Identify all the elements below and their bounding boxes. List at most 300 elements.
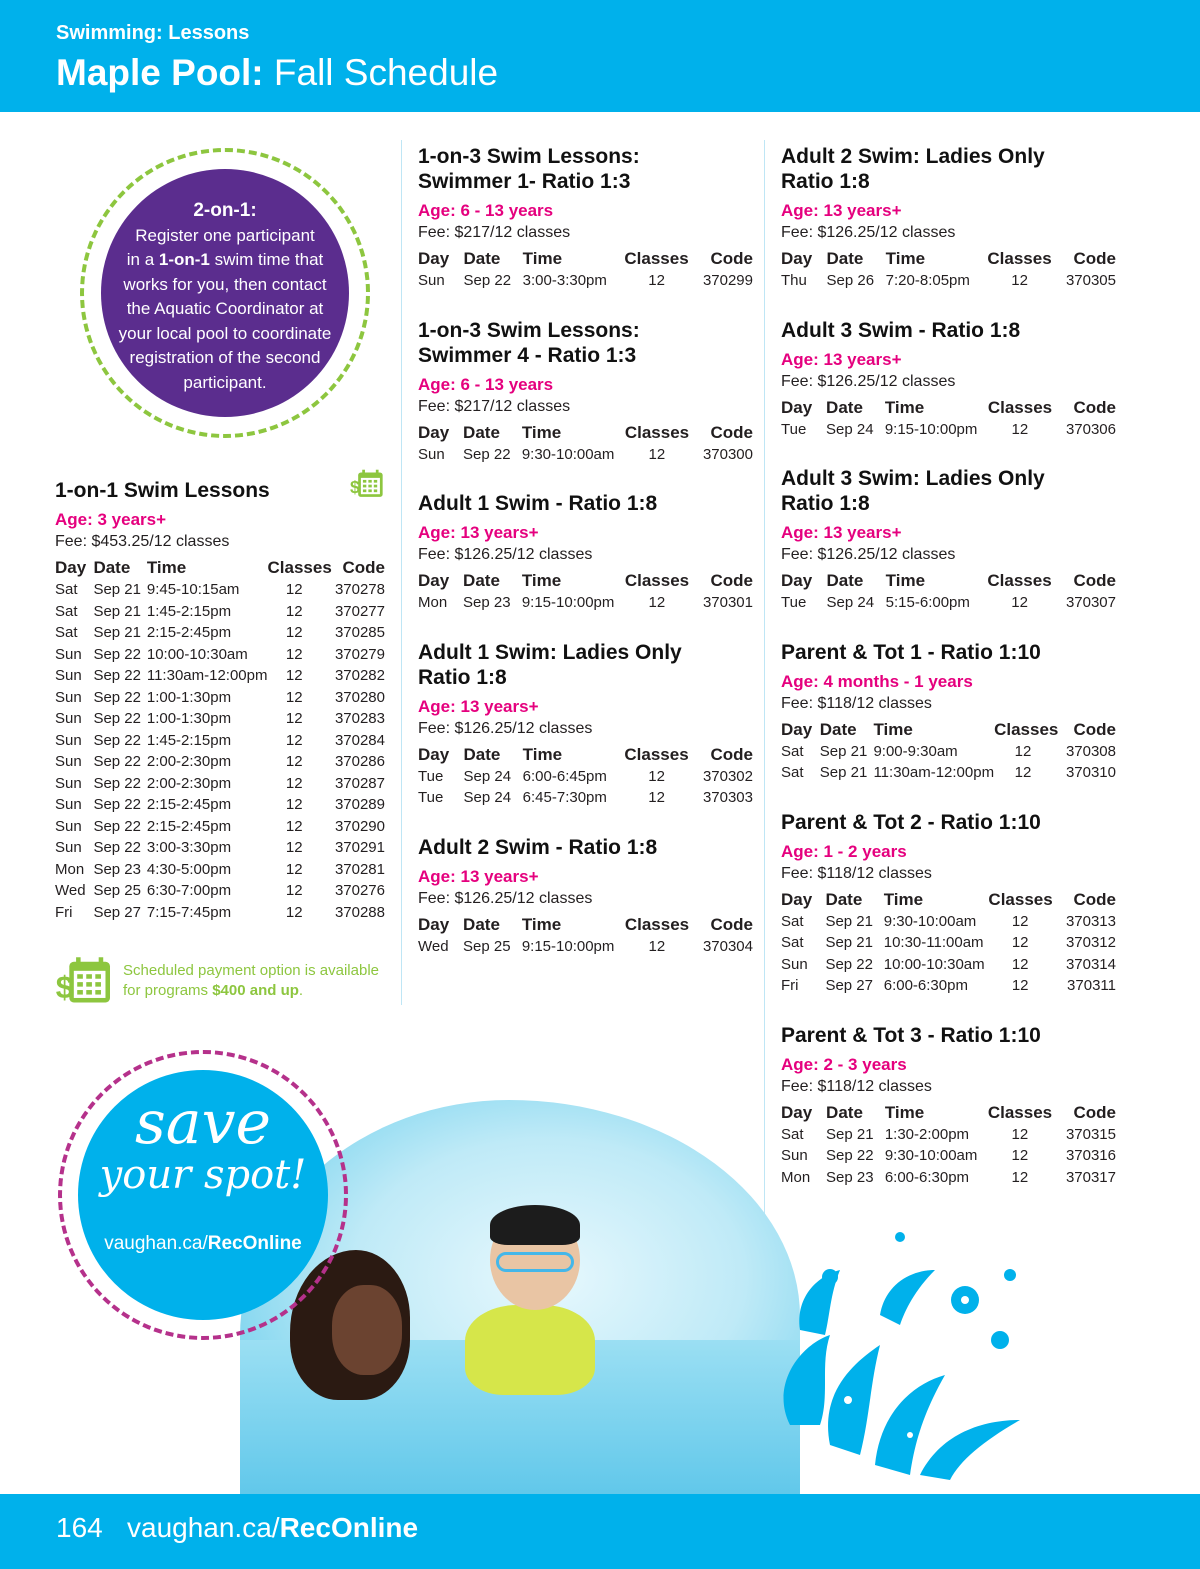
table-header-row [781,719,1116,741]
cell-classes: 12 [1011,912,1029,930]
program-title: 1-on-1 Swim Lessons [55,479,270,502]
cell-time: 1:45-2:15pm [146,731,232,749]
program-parent-tot2 [781,810,1116,997]
goggles [496,1252,574,1272]
column-header-code: Code [710,249,753,268]
cell-day: Sun [55,839,82,856]
cell-classes: 12 [648,937,666,955]
cell-date: Sep 22 [93,817,141,835]
cell-code: 370282 [334,667,385,684]
column-header-time: Time [884,397,925,417]
cell-time: 9:45-10:15am [146,581,240,598]
cell-time: 6:45-7:30pm [522,789,607,806]
cell-date: Sep 22 [463,445,511,463]
cell-day: Tue [781,420,807,438]
cell-date: Sep 24 [826,594,875,611]
cell-day: Sat [781,764,804,781]
schedule-table [418,744,753,809]
program-title: Adult 2 Swim - Ratio 1:8 [418,835,658,859]
cell-code: 370305 [1065,272,1116,289]
cell-time: 6:00-6:45pm [522,767,607,785]
cell-date: Sep 22 [93,731,141,749]
cell-day: Mon [55,860,85,878]
cell-time: 2:15-2:45pm [146,796,232,813]
table-row [55,902,385,924]
save-your-spot-badge[interactable] [78,1070,328,1320]
cell-classes: 12 [1011,594,1028,611]
cell-code: 370288 [334,903,385,921]
callout-line: registration of the second [129,348,321,367]
url-prefix: vaughan.ca/ [104,1233,208,1254]
cell-time: 9:00-9:30am [873,742,958,760]
svg-text:$: $ [55,968,74,1005]
cell-code: 370316 [1065,1147,1116,1164]
url-bold: RecOnline [279,1512,419,1543]
cell-date: Sep 21 [826,1125,874,1143]
cell-code: 370276 [334,882,385,899]
cell-day: Tue [418,767,444,785]
column-header-classes: Classes [624,744,689,764]
cell-time: 9:15-10:00pm [884,420,978,438]
program-1on3-swimmer1 [418,144,753,292]
program-adult1-ladies [418,640,753,809]
cell-date: Sep 27 [825,977,873,994]
cell-code: 370306 [1065,420,1116,438]
table-row [781,932,1116,954]
schedule-table [418,570,753,614]
cell-code: 370290 [334,817,385,835]
column-header-date: Date [825,889,863,909]
column-header-code: Code [1073,249,1116,268]
cell-time: 6:00-6:30pm [883,977,968,994]
table-header-row [781,397,1116,419]
page-number: 164 [56,1512,103,1543]
column-header-day: Day [781,889,813,909]
your-spot-text: your spot! [99,1152,307,1198]
child-hair [490,1205,580,1245]
column-header-classes: Classes [267,558,332,577]
program-title: Parent & Tot 1 - Ratio 1:10 [781,640,1041,664]
table-row [55,859,385,881]
program-title: Adult 1 Swim - Ratio 1:8 [418,492,658,515]
cell-time: 1:45-2:15pm [146,602,232,620]
cell-code: 370283 [334,710,385,727]
cell-classes: 12 [1011,977,1029,994]
column-header-day: Day [55,558,87,577]
cell-date: Sep 22 [93,688,141,706]
cell-code: 370285 [334,624,385,641]
table-row [55,880,385,902]
column-header-date: Date [463,249,501,268]
program-title-line: 1-on-3 Swim Lessons: [418,145,640,168]
cell-day: Sun [55,796,82,813]
column-header-date: Date [826,397,863,417]
cell-classes: 12 [285,645,303,663]
payment-note-text [123,961,379,1001]
callout-line: the Aquatic Coordinator at [126,299,324,318]
title-bold: Maple Pool: [56,52,264,93]
column-header-time: Time [522,249,563,268]
program-adult2-ladies [781,144,1116,292]
program-age: Age: 13 years+ [418,866,539,886]
table-row [55,794,385,816]
cell-code: 370278 [334,581,385,598]
cell-day: Sat [781,934,804,951]
cell-date: Sep 22 [93,710,141,727]
cell-code: 370281 [334,860,385,878]
column-middle [418,144,753,983]
cell-code: 370311 [1067,977,1116,994]
cell-date: Sep 21 [93,581,141,598]
column-header-date: Date [463,422,500,442]
cell-code: 370314 [1065,955,1116,973]
cell-code: 370308 [1065,742,1116,760]
table-row [418,787,753,809]
program-adult2 [418,835,753,958]
cell-code: 370291 [334,839,385,856]
schedule-table [781,570,1116,614]
program-fee: Fee: $126.25/12 classes [781,224,956,241]
program-title: Parent & Tot 3 - Ratio 1:10 [781,1023,1041,1047]
cell-day: Fri [781,977,799,994]
cell-time: 6:00-6:30pm [884,1168,970,1186]
table-row [781,975,1116,997]
schedule-table [781,719,1116,784]
column-header-classes: Classes [994,719,1059,739]
column-header-time: Time [873,719,913,739]
program-1on3-swimmer4 [418,318,753,466]
cell-classes: 12 [1011,420,1029,438]
cell-time: 10:00-10:30am [883,955,985,973]
cell-classes: 12 [648,445,666,463]
cell-date: Sep 24 [463,789,512,806]
schedule-table [55,557,385,923]
cell-code: 370300 [702,445,753,463]
cell-time: 10:30-11:00am [883,934,984,951]
cell-classes: 12 [285,753,303,770]
column-header-classes: Classes [987,1102,1053,1122]
cell-time: 1:00-1:30pm [146,688,232,706]
cell-day: Tue [418,789,444,806]
program-title-line: Ratio 1:8 [418,665,507,689]
program-age: Age: 1 - 2 years [781,841,907,861]
cell-date: Sep 21 [819,742,868,760]
cell-classes: 12 [285,688,303,706]
cell-classes: 12 [648,767,665,785]
cell-date: Sep 26 [826,272,875,289]
cell-classes: 12 [285,839,303,856]
cell-time: 11:30am-12:00pm [873,764,995,781]
table-row [55,579,385,601]
program-adult3-ladies [781,466,1116,614]
callout-line: works for you, then contact [123,274,327,294]
cell-day: Sun [418,445,445,463]
callout-title: 2-on-1: [193,200,257,221]
payment-text: . [298,982,304,999]
program-title [781,466,1116,516]
program-title-line: Adult 3 Swim: Ladies Only [781,467,1045,490]
column-header-code: Code [1073,1102,1116,1122]
cell-time: 5:15-6:00pm [885,594,970,611]
schedule-table [781,397,1116,441]
cell-classes: 12 [1011,934,1029,951]
program-title: Adult 3 Swim - Ratio 1:8 [781,318,1021,342]
column-header-day: Day [418,249,450,268]
program-age: Age: 4 months - 1 years [781,671,973,691]
program-fee: Fee: $453.25/12 classes [55,533,230,550]
cell-code: 370299 [702,272,753,289]
cell-time: 3:00-3:30pm [522,272,607,289]
payment-line [123,981,379,1001]
cell-date: Sep 21 [93,624,141,641]
cell-classes: 12 [1014,742,1032,760]
section-kicker: Swimming: Lessons [56,22,250,44]
cell-date: Sep 22 [826,1147,874,1164]
program-parent-tot3 [781,1023,1116,1189]
program-fee: Fee: $126.25/12 classes [781,546,956,563]
cell-time: 7:15-7:45pm [146,903,232,921]
program-title-line: Swimmer 1- Ratio 1:3 [418,170,631,193]
cell-day: Sun [55,731,82,749]
column-header-time: Time [522,744,563,764]
table-row [55,622,385,644]
column-header-time: Time [146,558,187,577]
table-row [55,816,385,838]
cell-day: Sat [55,581,78,598]
cell-date: Sep 25 [93,882,141,899]
badge-url[interactable] [78,1233,328,1255]
program-age: Age: 6 - 13 years [418,374,554,394]
program-fee: Fee: $118/12 classes [781,694,932,712]
cell-classes: 12 [285,817,303,835]
callout-text: swim time that [209,250,324,269]
column-header-day: Day [418,744,450,764]
program-age: Age: 13 years+ [781,349,902,369]
table-row [781,419,1116,441]
cell-date: Sep 22 [93,753,141,770]
program-age: Age: 6 - 13 years [418,201,554,220]
program-adult1 [418,491,753,614]
cell-classes: 12 [285,774,303,792]
table-header-row [418,744,753,766]
table-header-row [781,570,1116,592]
cell-day: Sun [55,645,82,663]
table-header-row [418,248,753,270]
cell-date: Sep 27 [93,903,141,921]
cell-time: 9:30-10:00am [884,1147,978,1164]
column-right [781,144,1116,1214]
column-header-classes: Classes [987,397,1053,417]
cell-code: 370301 [702,594,753,611]
program-adult3 [781,318,1116,441]
cell-classes: 12 [285,796,303,813]
cell-classes: 12 [285,903,303,921]
url-bold: RecOnline [207,1233,302,1254]
column-header-code: Code [710,571,753,590]
cell-date: Sep 24 [463,767,512,785]
column-header-code: Code [1073,571,1116,590]
cell-classes: 12 [1011,272,1028,289]
cell-day: Sat [781,742,804,760]
cell-code: 370286 [334,753,385,770]
cell-date: Sep 23 [826,1168,874,1186]
cell-date: Sep 22 [93,839,141,856]
program-title [418,144,753,194]
table-row [781,1167,1116,1189]
table-row [781,741,1116,763]
title-rest: Fall Schedule [263,52,499,93]
table-row [781,954,1116,976]
cell-day: Sun [55,817,82,835]
cell-day: Sat [781,1125,804,1143]
cell-classes: 12 [1011,1168,1029,1186]
cell-date: Sep 24 [826,420,874,438]
column-header-code: Code [710,744,753,764]
svg-text:$: $ [350,476,360,497]
program-title-line: 1-on-3 Swim Lessons: [418,318,640,342]
schedule-table [781,889,1116,997]
cell-day: Mon [418,594,448,611]
cell-code: 370313 [1065,912,1116,930]
cell-time: 1:30-2:00pm [884,1125,970,1143]
program-age: Age: 13 years+ [781,523,902,542]
cell-time: 7:20-8:05pm [885,272,970,289]
cell-time: 11:30am-12:00pm [146,667,268,684]
cell-time: 2:00-2:30pm [146,753,232,770]
cell-date: Sep 22 [463,272,512,289]
cell-date: Sep 21 [825,912,873,930]
table-row [55,837,385,859]
cell-time: 2:15-2:45pm [146,624,232,641]
column-header-code: Code [1073,889,1116,909]
cell-classes: 12 [648,594,666,611]
schedule-table [418,248,753,292]
program-age: Age: 3 years+ [55,510,167,529]
payment-line: Scheduled payment option is available [123,962,380,979]
column-header-date: Date [826,249,864,268]
program-title-line: Swimmer 4 - Ratio 1:3 [418,343,637,367]
two-on-one-callout [101,169,349,417]
footer-url[interactable] [127,1512,418,1544]
cell-code: 370277 [334,602,385,620]
cell-classes: 12 [285,882,303,899]
cell-date: Sep 21 [825,934,873,951]
column-header-classes: Classes [624,914,690,934]
cell-code: 370279 [334,645,385,663]
cell-code: 370307 [1065,594,1116,611]
cell-date: Sep 21 [819,764,868,781]
column-header-classes: Classes [624,422,690,442]
cell-time: 1:00-1:30pm [146,710,232,727]
table-row [55,665,385,687]
cell-classes: 12 [285,731,303,749]
cell-code: 370310 [1065,764,1116,781]
table-row [55,730,385,752]
schedule-table [418,422,753,466]
cell-classes: 12 [285,860,303,878]
table-row [781,911,1116,933]
table-header-row [781,1102,1116,1124]
program-fee: Fee: $126.25/12 classes [418,889,593,907]
column-divider [401,140,402,1005]
cell-classes: 12 [1011,955,1029,973]
payment-amount: $400 and up [212,982,299,999]
cell-classes: 12 [285,602,303,620]
program-title-line: Ratio 1:8 [781,492,870,515]
cell-code: 370287 [334,774,385,792]
table-row [55,773,385,795]
cell-classes: 12 [648,272,665,289]
cell-classes: 12 [1014,764,1032,781]
cell-time: 9:15-10:00pm [521,937,615,955]
table-row [418,270,753,292]
cell-code: 370303 [702,789,753,806]
column-header-classes: Classes [988,889,1053,909]
column-header-code: Code [710,422,753,442]
url-prefix: vaughan.ca/ [127,1512,280,1543]
cell-date: Sep 23 [463,594,511,611]
cell-time: 9:30-10:00am [521,445,615,463]
column-header-day: Day [781,719,813,739]
cell-code: 370302 [702,767,753,785]
column-header-code: Code [1073,397,1116,417]
column-left [55,478,385,949]
callout-line: your local pool to coordinate [118,323,332,343]
cell-day: Sat [55,602,78,620]
payment-text: for programs [123,982,213,999]
cell-code: 370317 [1065,1168,1116,1186]
instructor-face [332,1285,402,1375]
column-header-time: Time [521,571,562,590]
column-header-code: Code [1073,719,1116,739]
column-header-day: Day [781,571,813,590]
table-row [418,444,753,466]
column-header-date: Date [826,1102,863,1122]
cell-time: 10:00-10:30am [146,645,248,663]
cell-date: Sep 22 [93,645,141,663]
program-one-on-one [55,478,385,923]
program-fee: Fee: $126.25/12 classes [418,546,593,563]
table-row [781,592,1116,614]
column-header-day: Day [781,1102,813,1122]
table-header-row [781,248,1116,270]
callout-text: in a [126,250,159,269]
column-header-date: Date [819,719,857,739]
program-age: Age: 13 years+ [418,523,539,542]
schedule-table [781,1102,1116,1189]
column-header-classes: Classes [987,249,1052,268]
table-row [55,601,385,623]
cell-classes: 12 [648,789,665,806]
program-fee: Fee: $126.25/12 classes [418,719,593,737]
table-row [418,592,753,614]
column-header-time: Time [885,571,926,590]
program-fee: Fee: $217/12 classes [418,397,571,415]
table-row [781,762,1116,784]
callout-bold: 1-on-1 [158,250,210,269]
program-age: Age: 2 - 3 years [781,1054,907,1074]
water-splash-icon [760,1225,1060,1485]
cell-classes: 12 [285,710,303,727]
cell-day: Sun [781,1147,808,1164]
program-parent-tot1 [781,640,1116,784]
table-header-row [55,557,385,579]
cell-day: Sun [55,710,82,727]
schedule-table [781,248,1116,292]
table-header-row [418,422,753,444]
program-title-line: Adult 1 Swim: Ladies Only [418,640,682,664]
column-header-day: Day [418,571,450,590]
